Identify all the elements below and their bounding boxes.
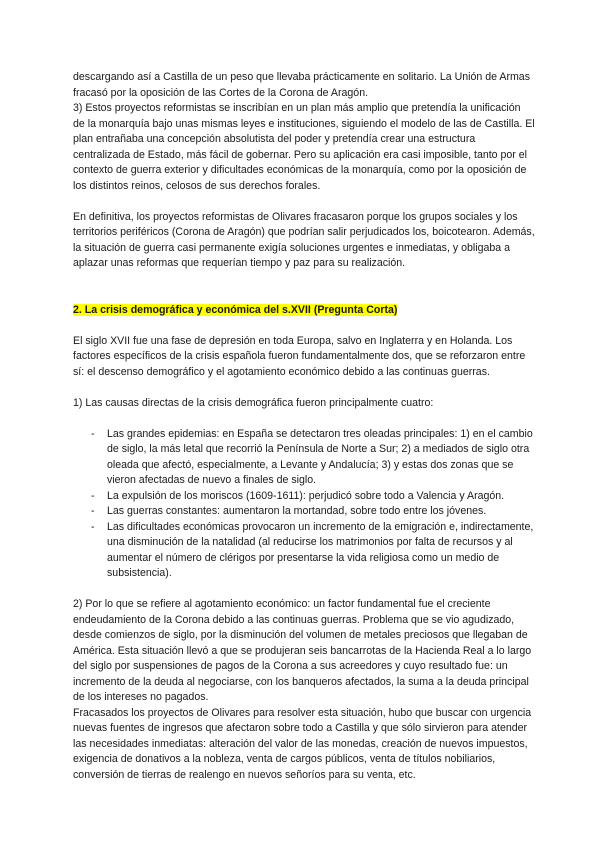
list-item-epidemics: - Las grandes epidemias: en España se detectaron tres oleadas principales: 1) en el cambio de siglo, la más letal que recorrió la Península de Norte a Sur; 2) a mediados de siglo otra oleada que afectó, especialmente, a Levante y Andalucía; 3) y estas dos zonas que se vieron afectadas de nuevo a finales de siglo.: [73, 427, 535, 489]
document-body: [73, 70, 535, 783]
list-item-moriscos: - La expulsión de los moriscos (1609-1611): perjudicó sobre todo a Valencia y Aragón.: [73, 489, 535, 505]
paragraph-reform-projects: 3) Estos proyectos reformistas se inscribían en un plan más amplio que pretendía la unificación de la monarquía bajo unas mismas leyes e instituciones, siguiendo el modelo de las de Castilla. El plan entrañaba una concepción absolutista del poder y pretendía crear una estructura centralizada de Estado, más fácil de gobernar. Pero su aplicación era casi imposible, tanto por el contexto de guerra exterior y dificultades económicas de la monarquía, como por la oposición de los distintos reinos, celosos de sus derechos forales.: [73, 102, 535, 192]
section-heading-highlight: 2. La crisis demográfica y económica del s.XVII (Pregunta Corta): [73, 303, 398, 316]
list-item-wars: - Las guerras constantes: aumentaron la mortandad, sobre todo entre los jóvenes.: [73, 504, 535, 520]
paragraph-new-revenue: Fracasados los proyectos de Olivares para resolver esta situación, hubo que buscar con urgencia nuevas fuentes de ingresos que afectaron sobre todo a Castilla y que sólo sirvieron para atender las necesidades inmediatas: alteración del valor de las monedas, creación de nuevos impuestos, exigencia de donativos a la nobleza, venta de cargos públicos, venta de títulos nobiliarios, conversión de tierras de realengo en nuevos señoríos para su venta, etc.: [73, 706, 532, 781]
spacer: [73, 380, 535, 396]
spacer: [73, 287, 535, 303]
paragraph-union-de-armas: descargando así a Castilla de un peso que llevaba prácticamente en solitario. La Unión de Armas fracasó por la oposición de las Cortes de la Corona de Aragón.: [73, 71, 530, 99]
spacer: [73, 272, 535, 288]
paragraph-causes-intro: 1) Las causas directas de la crisis demográfica fueron principalmente cuatro:: [73, 396, 434, 409]
paragraph-conclusion: En definitiva, los proyectos reformistas de Olivares fracasaron porque los grupos sociales y los territorios periféricos (Corona de Aragón) que podrían salir perjudicados los, boicotearon. Además, la situación de guerra casi permanente exigía soluciones urgentes e inmediatas, y obligaba a aplazar unas reformas que requerían tiempo y paz para su realización.: [73, 210, 535, 269]
causes-list: [73, 427, 535, 582]
spacer: [73, 582, 535, 598]
section-heading: [73, 303, 535, 319]
spacer: [73, 411, 535, 427]
spacer: [73, 318, 535, 334]
paragraph-economic-exhaustion: 2) Por lo que se refiere al agotamiento económico: un factor fundamental fue el creciente endeudamiento de la Corona debido a las continuas guerras. Problema que se vio agudizado, desde comienzos de siglo, por la disminución del volumen de metales preciosos que llegaban de América. Esta situación llevó a que se produjeran seis bancarrotas de la Hacienda Real a lo largo del siglo por suspensiones de pagos de la Corona a sus acreedores y cuyo resultado fue: un incremento de la deuda al negociarse, con los banqueros afectados, la suma a la deuda principal de los intereses no pagados.: [73, 598, 532, 703]
list-item-economic-difficulties: - Las dificultades económicas provocaron un incremento de la emigración e, indirectamente, una disminución de la natalidad (al reducirse los matrimonios por falta de recursos y al aumentar el número de clérigos por presentarse la vida religiosa como un medio de subsistencia).: [73, 520, 535, 582]
spacer: [73, 194, 535, 210]
paragraph-section-intro: El siglo XVII fue una fase de depresión en toda Europa, salvo en Inglaterra y en Holanda. Los factores específicos de la crisis española fueron fundamentalmente dos, que se reforzaron entre sí: el descenso demográfico y el agotamiento económico debido a las continuas guerras.: [73, 334, 526, 378]
